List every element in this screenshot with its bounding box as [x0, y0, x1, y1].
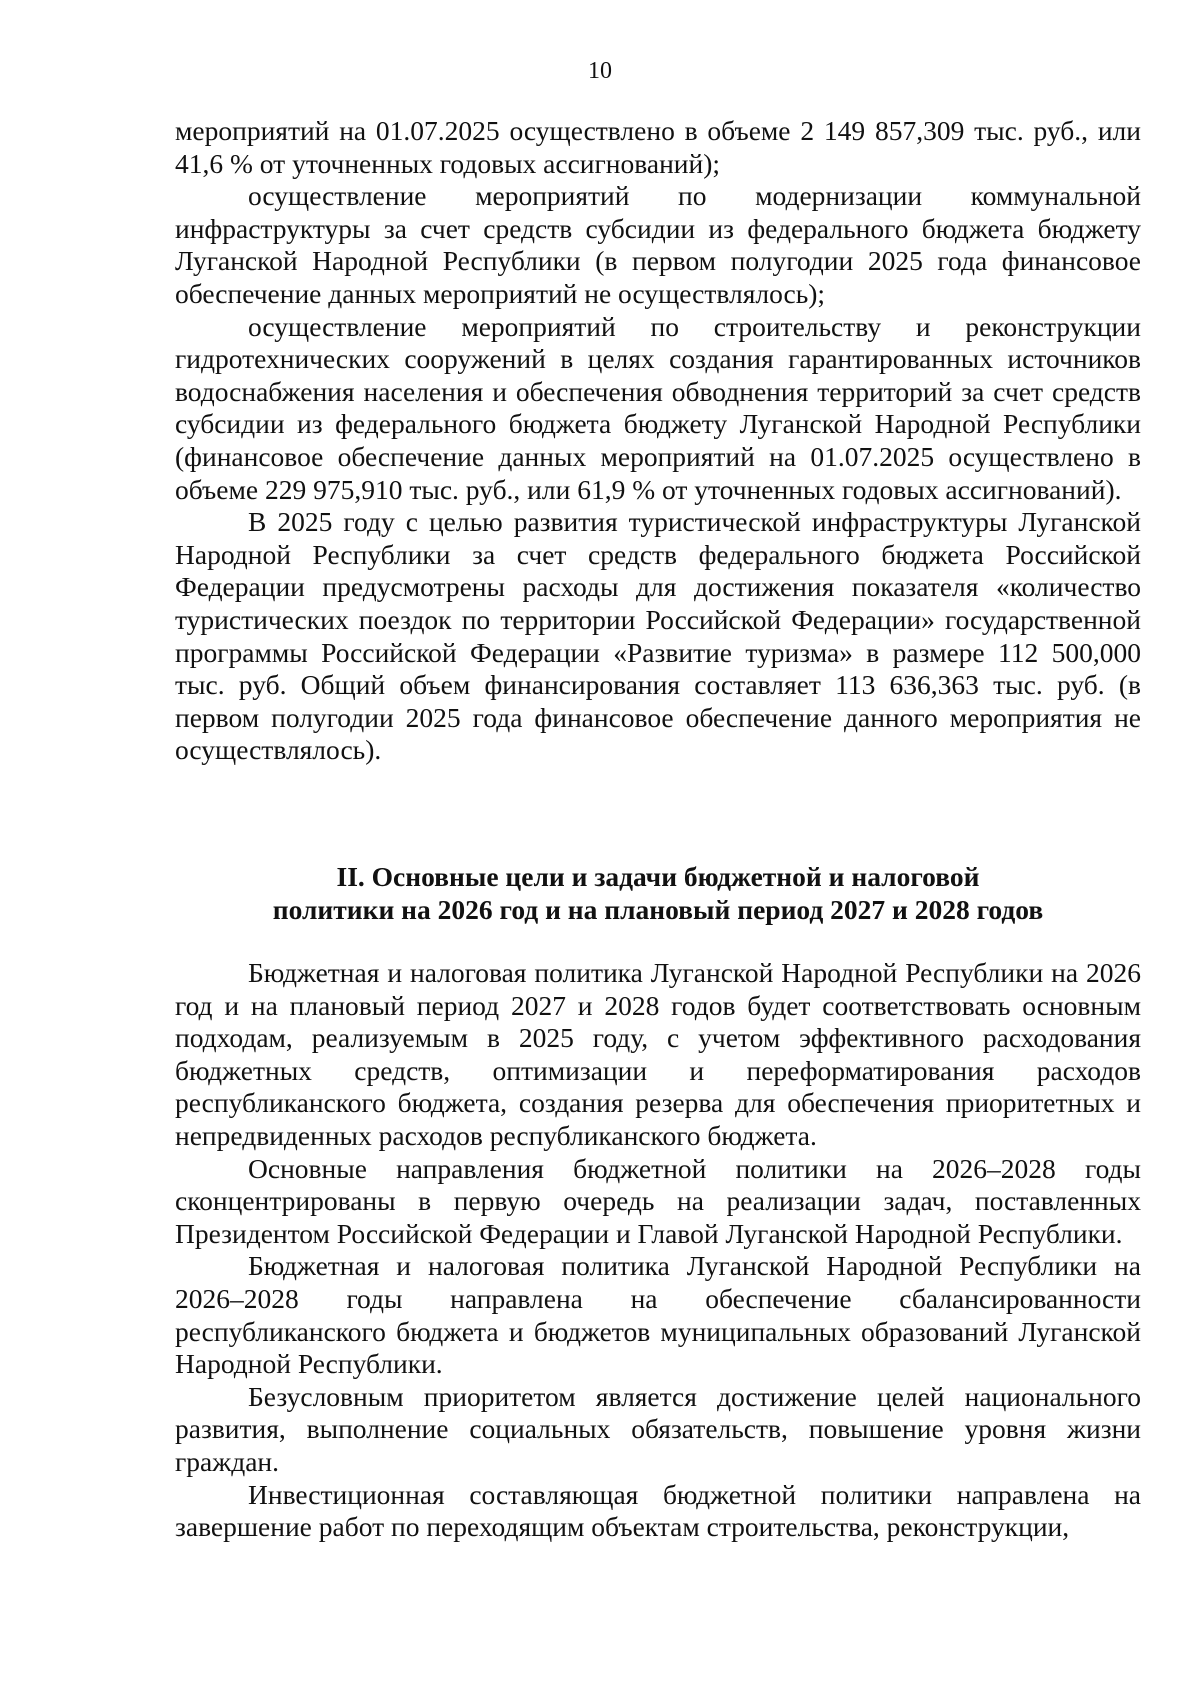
paragraph: осуществление мероприятий по модернизации коммунальной инфраструктуры за счет средств субсидии из федерального бюджета бюджету Луганской Народной Республики (в первом полугодии 2025 года финансовое обеспечение данных мероприятий не осуществлялось);: [175, 180, 1141, 309]
paragraph: В 2025 году с целью развития туристической инфраструктуры Луганской Народной Республики за счет средств федерального бюджета Российской Федерации предусмотрены расходы для достижения показателя «количество туристических поездок по территории Российской Федерации» государственной программы Российской Федерации «Развитие туризма» в размере 112 500,000 тыс. руб. Общий объем финансирования составляет 113 636,363 тыс. руб. (в первом полугодии 2025 года финансовое обеспечение данного мероприятия не осуществлялось).: [175, 506, 1141, 766]
paragraph: Безусловным приоритетом является достижение целей национального развития, выполнение социальных обязательств, повышение уровня жизни граждан.: [175, 1380, 1141, 1477]
paragraph: мероприятий на 01.07.2025 осуществлено в объеме 2 149 857,309 тыс. руб., или 41,6 % от уточненных годовых ассигнований);: [175, 115, 1141, 179]
paragraph: Бюджетная и налоговая политика Луганской Народной Республики на 2026–2028 годы направлена на обеспечение сбалансированности республиканского бюджета и бюджетов муниципальных образований Луганской Народной Республики.: [175, 1250, 1141, 1380]
body-text-lower: [175, 957, 1141, 1544]
section-heading-line: политики на 2026 год и на плановый период 2027 и 2028 годов: [272, 894, 1044, 925]
page-number: 10: [588, 58, 612, 84]
paragraph: осуществление мероприятий по строительству и реконструкции гидротехнических сооружений в целях создания гарантированных источников водоснабжения населения и обеспечения обводнения территорий за счет средств субсидии из федерального бюджета бюджету Луганской Народной Республики (финансовое обеспечение данных мероприятий на 01.07.2025 осуществлено в объеме 229 975,910 тыс. руб., или 61,9 % от уточненных годовых ассигнований).: [175, 310, 1141, 505]
paragraph: Инвестиционная составляющая бюджетной политики направлена на завершение работ по переходящим объектам строительства, реконструкции,: [175, 1478, 1141, 1543]
paragraph: Бюджетная и налоговая политика Луганской Народной Республики на 2026 год и на плановый период 2027 и 2028 годов будет соответствовать основным подходам, реализуемым в 2025 году, с учетом эффективного расходования бюджетных средств, оптимизации и переформатирования расходов республиканского бюджета, создания резерва для обеспечения приоритетных и непредвиденных расходов республиканского бюджета.: [175, 957, 1141, 1151]
paragraph: Основные направления бюджетной политики на 2026–2028 годы сконцентрированы в первую очередь на реализации задач, поставленных Президентом Российской Федерации и Главой Луганской Народной Республики.: [175, 1152, 1141, 1249]
section-heading-line: II. Основные цели и задачи бюджетной и налоговой: [336, 861, 980, 892]
body-text-upper: [175, 115, 1141, 767]
section-heading: [175, 860, 1141, 926]
